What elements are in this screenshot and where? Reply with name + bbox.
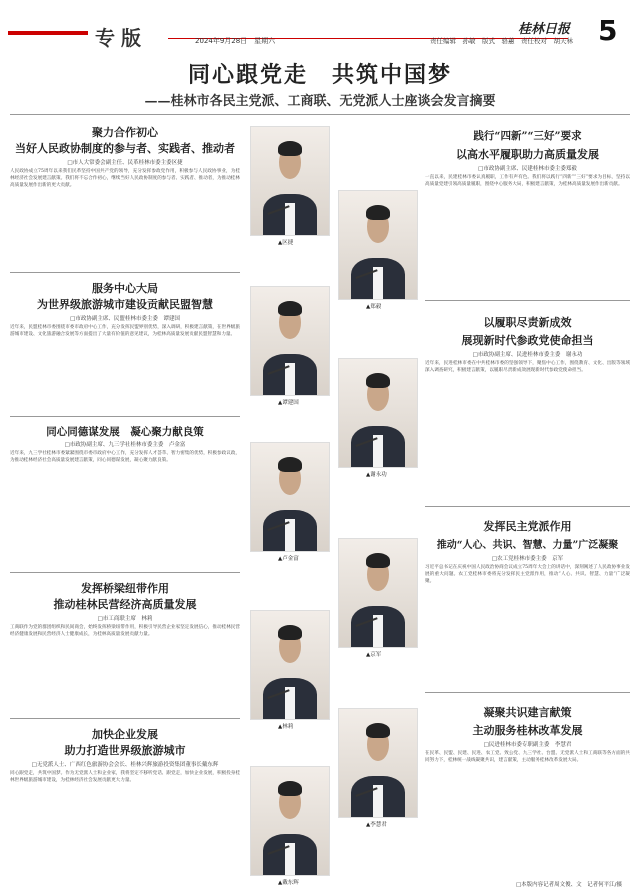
article-5-title-1: 加快企业发展	[92, 728, 158, 741]
page-header	[0, 0, 640, 48]
photo-caption: ▲京军	[366, 652, 382, 658]
portrait-photo	[338, 358, 418, 468]
article-4-title-2: 推动桂林民营经济高质量发展	[53, 598, 197, 611]
article-7-title-1: 以履职尽责新成效	[483, 316, 572, 329]
article-8-body: 习近平总书记在庆祝中国人民政治协商会议成立75周年大会上的讲话中，深刻阐述了人民政协事业发展的重大问题。农工党桂林市委将充分发挥民主党派作用，推动“人心、共识、智慧、力量”广泛凝聚。	[425, 565, 630, 584]
photo-caption: ▲区捷	[278, 240, 294, 246]
article-4-body: 工商联作为党的群团组织和民间商会，始终发挥桥梁纽带作用，积极引导民营企业家坚定发展信心，推动桂林民营经济健康发展和民营经济人士健康成长，为桂林高质量发展贡献力量。	[10, 625, 240, 637]
article-7-body: 近年来，民进桂林市委在中共桂林市委的坚强领导下，聚焦中心工作，围绕教育、文化、出版等领域深入调查研究，积极建言献策，以履职尽责新成效展现新时代参政党使命担当。	[425, 361, 630, 373]
divider	[10, 416, 240, 417]
article-9-title-2: 主动服务桂林改革发展	[472, 724, 583, 737]
article-2-byline: □市政协副主席、民盟桂林市委主委 谭建国	[70, 316, 180, 322]
article-7-title-2: 展现新时代参政党使命担当	[461, 334, 594, 347]
article-3-title-1: 同心同德谋发展 凝心聚力献良策	[46, 426, 204, 438]
article-1-byline: □市人大常委会副主任、民革桂林市委主委区捷	[67, 160, 183, 166]
section-label: 专版	[95, 26, 147, 50]
portrait-photo	[250, 126, 330, 236]
divider	[425, 506, 630, 507]
divider	[10, 114, 630, 115]
portrait-photo	[338, 190, 418, 300]
photo-caption: ▲卢金富	[278, 556, 299, 562]
newspaper-logo: 桂林日报	[518, 22, 571, 37]
divider	[10, 272, 240, 273]
section-accent-bar	[8, 31, 88, 35]
article-5-body: 同心跟党走，共筑中国梦。作为无党派人士和企业家，我将坚定不移听党话、跟党走，加快企业发展，积极投身桂林世界级旅游城市建设，为桂林经济社会发展贡献更大力量。	[10, 771, 240, 783]
article-5-title-2: 助力打造世界级旅游城市	[64, 744, 186, 757]
article-3-body: 近年来，九三学社桂林市委紧紧围绕市委市政府中心工作，充分发挥人才荟萃、智力密集的优势，积极参政议政，为推动桂林经济社会高质量发展建言献策，同心同德谋发展，凝心聚力献良策。	[10, 451, 240, 463]
issue-date: 2024年9月28日 星期六	[195, 37, 276, 45]
article-8-byline: □农工党桂林市委主委 京军	[491, 556, 564, 562]
article-6-title-2: 以高水平履职助力高质量发展	[456, 148, 599, 161]
editor-credits: 责任编辑 孙敏 版式 骆蕙 责任校对 胡天林	[430, 37, 573, 45]
photo-caption: ▲林莉	[278, 724, 294, 730]
article-9-byline: □民进桂林市委专职副主委 李慧君	[483, 742, 572, 748]
portrait-photo	[250, 286, 330, 396]
page-number: 5	[598, 14, 618, 47]
photo-caption: ▲郑毅	[366, 304, 382, 310]
photo-caption: ▲李慧君	[366, 822, 387, 828]
article-9-title-1: 凝聚共识建言献策	[483, 706, 572, 719]
divider	[10, 572, 240, 573]
portrait-photo	[250, 442, 330, 552]
article-8-title-1: 发挥民主党派作用	[483, 520, 572, 533]
divider	[10, 718, 240, 719]
article-4-byline: □市工商联主席 林莉	[97, 616, 153, 622]
divider	[425, 300, 630, 301]
divider	[425, 692, 630, 693]
article-2-title-1: 服务中心大局	[92, 282, 158, 295]
article-1-body: 人民政协成立75周年以来我们民革坚持中国共产党的领导，充分发挥参政党作用，积极参与人民政协事业，为桂林经济社会发展建言献策。我们将不忘合作初心，继续当好人民政协制度的参与者、实践者、推动者，为推动桂林高质量发展作出新的更大贡献。	[10, 169, 240, 188]
article-6-title-1: 践行“四新”“三好”要求	[473, 130, 582, 142]
article-1-title-1: 聚力合作初心	[92, 126, 158, 139]
photo-caption: ▲谭建国	[278, 400, 299, 406]
article-8-title-2: 推动“人心、共识、智慧、力量”广泛凝聚	[436, 540, 619, 551]
photo-caption: ▲谢永功	[366, 472, 387, 478]
article-6-body: 一直以来，民建桂林市委认真履职，工作有声有色。我们将以践行“四新”“三好”要求为目标，坚持以高质量党建引领高质量履职，围绕中心服务大局，积极建言献策，为桂林高质量发展作出新贡献。	[425, 175, 630, 187]
article-9-body: 在民革、民盟、民建、民进、农工党、致公党、九三学社、台盟、无党派人士和工商联等各方面的共同努力下，桂林统一战线凝聚共识，建言献策，主动服务桂林改革发展大局。	[425, 751, 630, 763]
portrait-photo	[250, 766, 330, 876]
portrait-photo	[250, 610, 330, 720]
article-2-title-2: 为世界级旅游城市建设贡献民盟智慧	[37, 298, 213, 311]
main-headline: 同心跟党走 共筑中国梦	[187, 62, 452, 88]
article-1-title-2: 当好人民政协制度的参与者、实践者、推动者	[15, 142, 235, 155]
photo-caption: ▲戴东辉	[278, 880, 299, 886]
article-7-byline: □市政协副主席、民进桂林市委主委 谢永功	[472, 352, 583, 358]
article-6-byline: □市政协副主席、民建桂林市委主委郑毅	[478, 166, 577, 172]
portrait-photo	[338, 708, 418, 818]
article-5-byline: □无党派人士、广西红色旅游协会会长、桂林兴辉旅游投资集团董事长戴东辉	[31, 762, 219, 768]
article-2-body: 近年来，民盟桂林市委围绕市委市政府中心工作，充分发挥民盟界别优势，深入调研，积极建言献策，在世界级旅游城市建设、文化旅游融合发展等方面提出了大量有价值的意见建议，为桂林高质量发展贡献民盟智慧和力量。	[10, 325, 240, 337]
main-subheadline: ——桂林市各民主党派、工商联、无党派人士座谈会发言摘要	[144, 94, 496, 109]
article-4-title-1: 发挥桥梁纽带作用	[81, 582, 169, 595]
portrait-photo	[338, 538, 418, 648]
article-3-byline: □市政协副主席、九三学社桂林市委主委 卢金富	[64, 442, 186, 448]
photo-credits: □本版内容记者周文俊、文 记者何平江/摄	[515, 882, 622, 888]
